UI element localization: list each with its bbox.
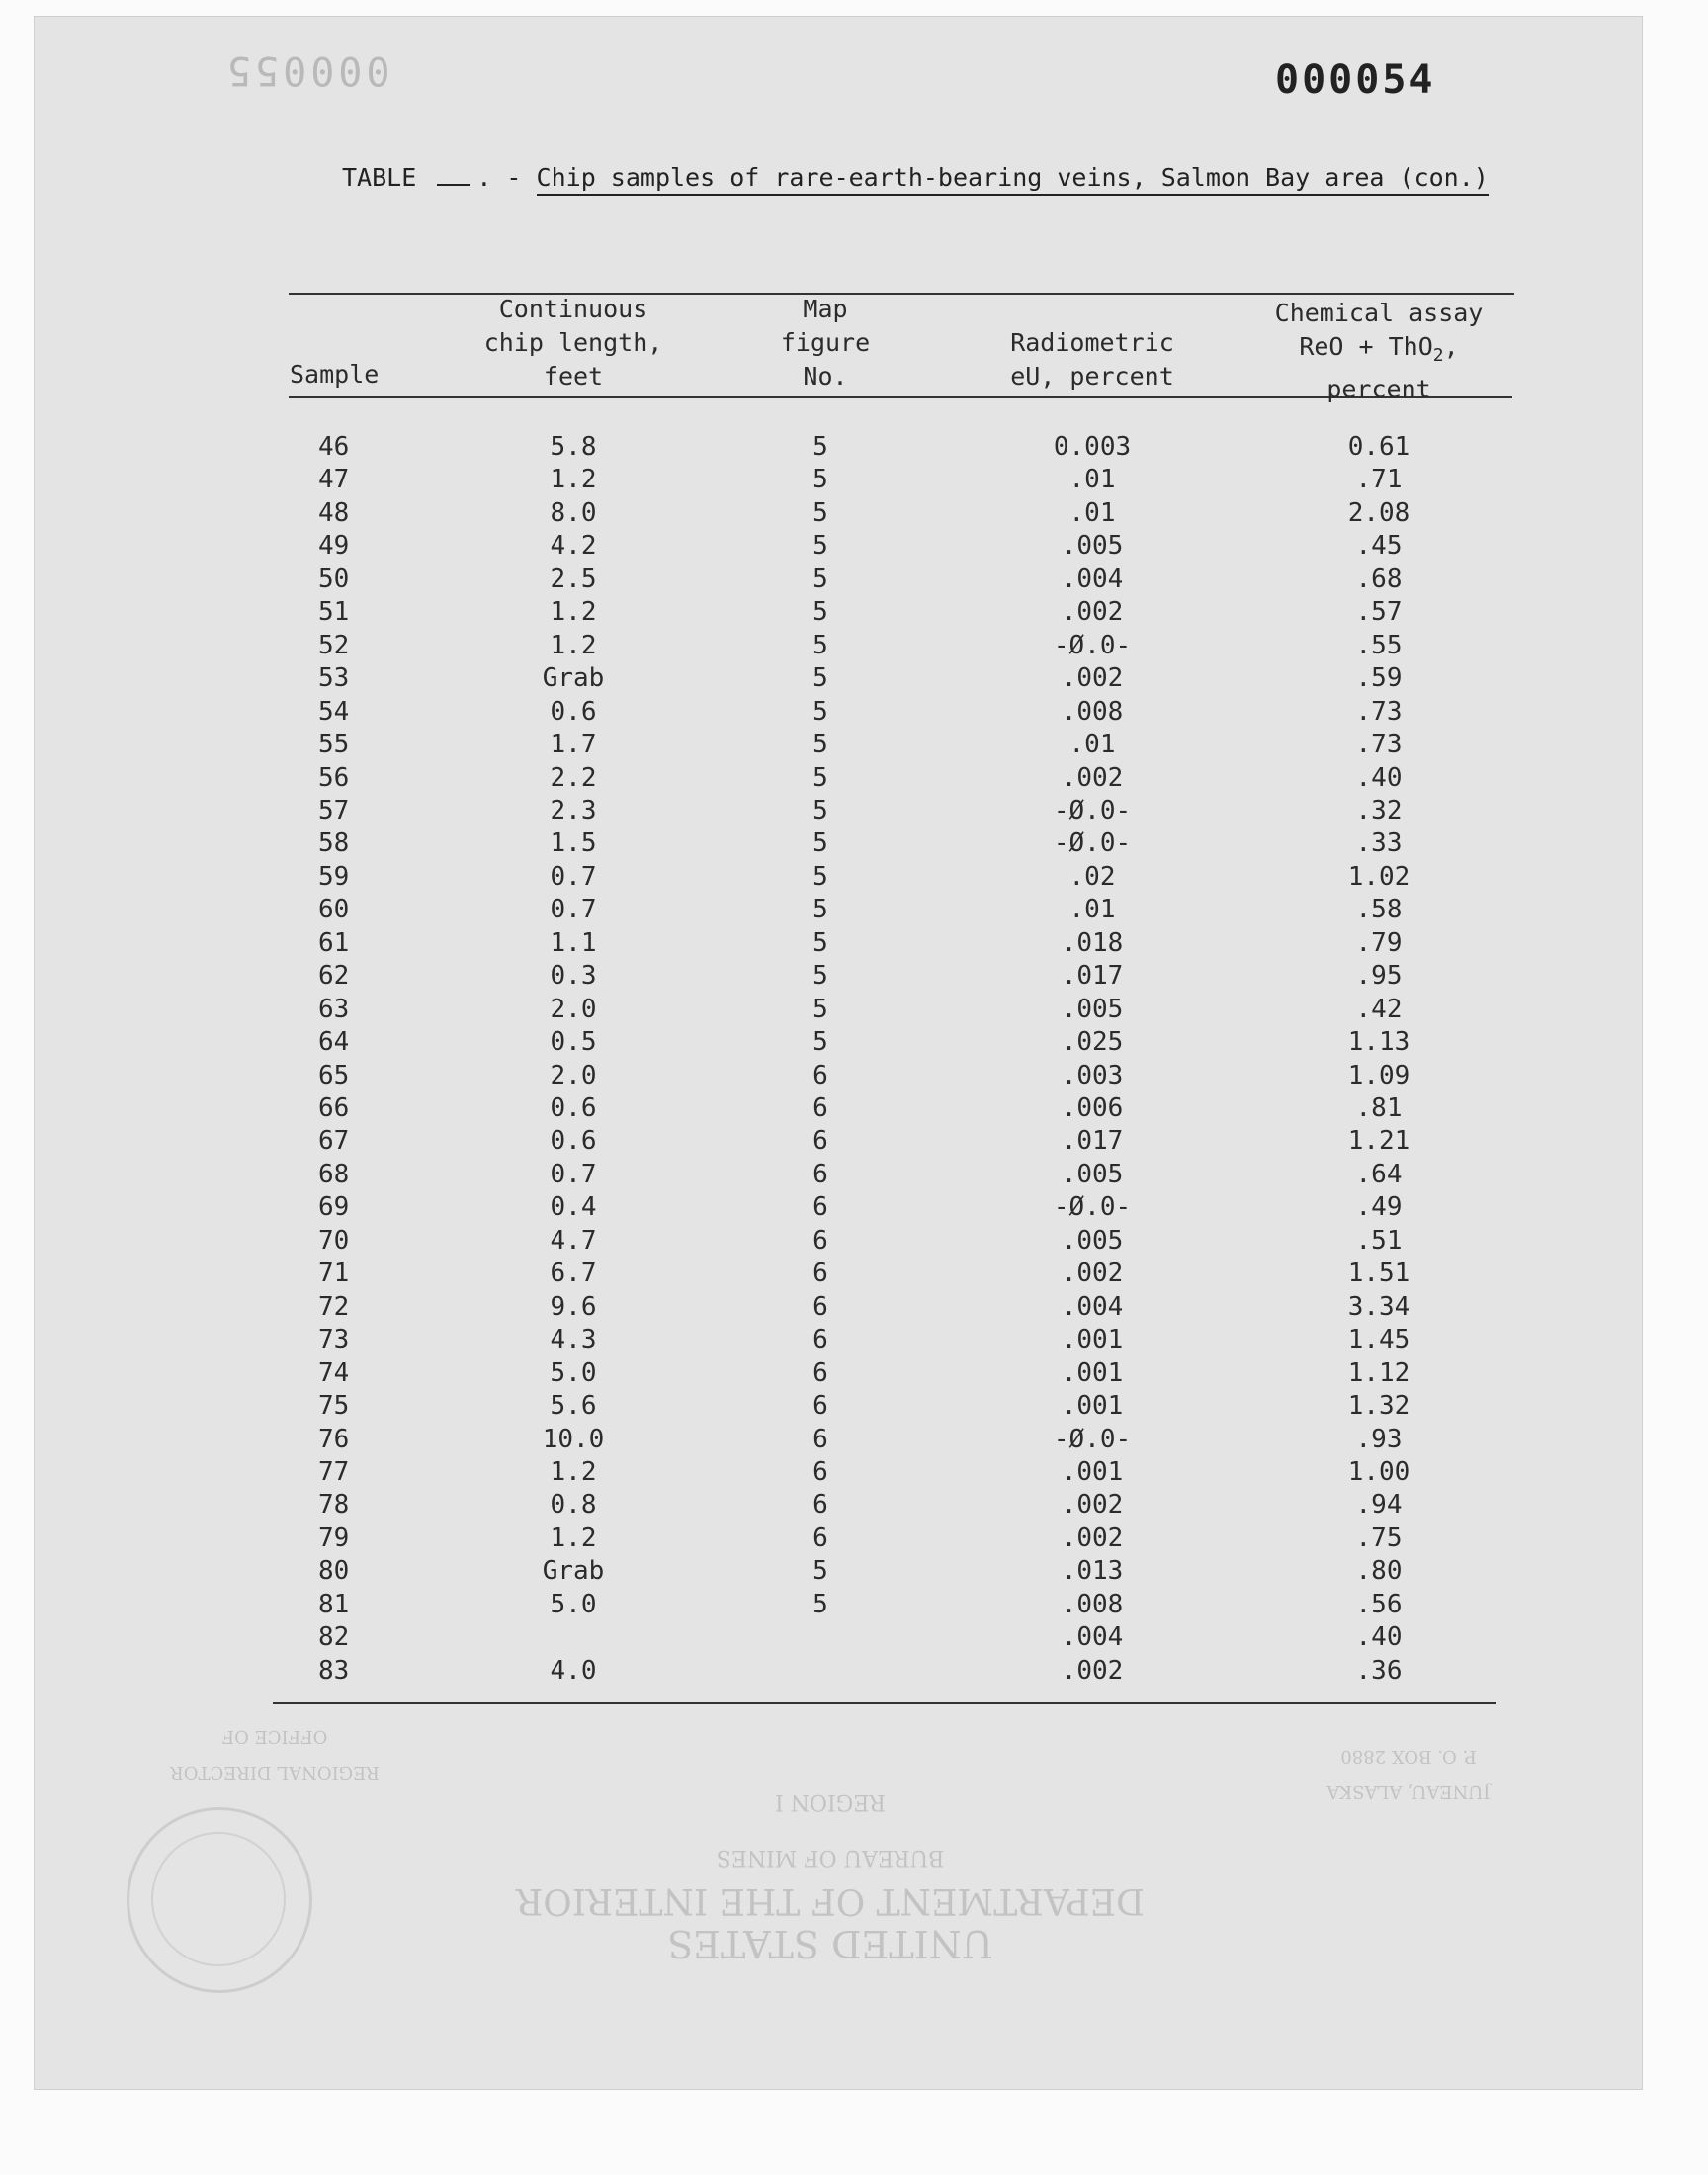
cell-map-figure: 6 <box>812 1061 828 1090</box>
cell-map-figure: 6 <box>812 1292 828 1322</box>
cell-sample: 83 <box>318 1656 350 1686</box>
cell-sample: 60 <box>318 895 350 924</box>
page-number-bleedthrough: 000055 <box>223 47 390 93</box>
cell-chemical-assay: 2.08 <box>1347 498 1410 528</box>
cell-sample: 72 <box>318 1292 350 1322</box>
cell-map-figure: 6 <box>812 1490 828 1520</box>
cell-chemical-assay: .36 <box>1355 1656 1403 1686</box>
cell-chemical-assay: 1.51 <box>1347 1259 1410 1288</box>
cell-radiometric: 0.003 <box>1053 432 1132 462</box>
stamp-bureau: BUREAU OF MINES <box>716 1845 945 1870</box>
cell-radiometric: .001 <box>1061 1457 1124 1487</box>
header-chem-suffix: , <box>1443 332 1459 361</box>
cell-radiometric: .01 <box>1068 465 1116 494</box>
cell-sample: 81 <box>318 1590 350 1619</box>
cell-map-figure: 6 <box>812 1259 828 1288</box>
cell-sample: 65 <box>318 1061 350 1090</box>
cell-chemical-assay: .40 <box>1355 1622 1403 1652</box>
title-prefix: TABLE <box>342 163 417 192</box>
header-map-figure <box>751 293 899 393</box>
cell-chip-length: 1.1 <box>550 928 597 958</box>
cell-sample: 50 <box>318 565 350 594</box>
cell-sample: 82 <box>318 1622 350 1652</box>
cell-map-figure: 5 <box>812 961 828 991</box>
header-rad-line2: eU, percent <box>1010 362 1174 391</box>
cell-chemical-assay: .59 <box>1355 663 1403 693</box>
cell-chip-length: 4.0 <box>550 1656 597 1686</box>
cell-chemical-assay: 1.12 <box>1347 1358 1410 1388</box>
cell-sample: 76 <box>318 1425 350 1454</box>
header-radiometric <box>979 326 1206 393</box>
cell-sample: 63 <box>318 995 350 1024</box>
cell-map-figure: 5 <box>812 928 828 958</box>
header-fig-line1: Map <box>803 295 848 323</box>
cell-map-figure: 5 <box>812 465 828 494</box>
cell-radiometric: .005 <box>1061 531 1124 561</box>
cell-radiometric: -Ø.0- <box>1053 631 1132 660</box>
cell-map-figure: 5 <box>812 498 828 528</box>
cell-map-figure: 5 <box>812 663 828 693</box>
cell-radiometric: .008 <box>1061 697 1124 727</box>
cell-chip-length: 4.3 <box>550 1325 597 1354</box>
cell-chemical-assay: 3.34 <box>1347 1292 1410 1322</box>
cell-chemical-assay: 1.09 <box>1347 1061 1410 1090</box>
cell-map-figure: 5 <box>812 1027 828 1057</box>
cell-sample: 67 <box>318 1126 350 1156</box>
cell-chemical-assay: .93 <box>1355 1425 1403 1454</box>
cell-chip-length: Grab <box>542 663 605 693</box>
cell-radiometric: .002 <box>1061 763 1124 793</box>
cell-radiometric: .005 <box>1061 995 1124 1024</box>
cell-chemical-assay: .45 <box>1355 531 1403 561</box>
cell-map-figure: 5 <box>812 895 828 924</box>
cell-chemical-assay: .79 <box>1355 928 1403 958</box>
cell-sample: 59 <box>318 862 350 892</box>
cell-chemical-assay: .55 <box>1355 631 1403 660</box>
cell-chemical-assay: .75 <box>1355 1523 1403 1553</box>
cell-map-figure: 5 <box>812 828 828 858</box>
cell-radiometric: .02 <box>1068 862 1116 892</box>
cell-sample: 78 <box>318 1490 350 1520</box>
cell-map-figure: 5 <box>812 531 828 561</box>
cell-radiometric: .005 <box>1061 1226 1124 1256</box>
cell-map-figure: 6 <box>812 1325 828 1354</box>
header-rad-line1: Radiometric <box>1010 328 1174 357</box>
cell-chemical-assay: .33 <box>1355 828 1403 858</box>
cell-sample: 79 <box>318 1523 350 1553</box>
cell-chip-length: 5.0 <box>550 1358 597 1388</box>
header-chem-line1: Chemical assay <box>1274 299 1484 327</box>
title-text: Chip samples of rare-earth-bearing veins, Salmon Bay area (con.) <box>537 163 1489 196</box>
cell-map-figure: 5 <box>812 432 828 462</box>
cell-sample: 64 <box>318 1027 350 1057</box>
cell-sample: 73 <box>318 1325 350 1354</box>
stamp-department <box>484 1835 1176 1965</box>
cell-sample: 51 <box>318 597 350 627</box>
cell-map-figure: 6 <box>812 1093 828 1123</box>
cell-sample: 49 <box>318 531 350 561</box>
cell-chemical-assay: .80 <box>1355 1556 1403 1586</box>
stamp-office-line2: OFFICE OF <box>221 1726 328 1747</box>
cell-sample: 57 <box>318 796 350 826</box>
cell-map-figure: 5 <box>812 796 828 826</box>
header-chip-line1: Continuous <box>498 295 648 323</box>
cell-radiometric: .002 <box>1061 1656 1124 1686</box>
cell-chip-length: 0.5 <box>550 1027 597 1057</box>
cell-sample: 46 <box>318 432 350 462</box>
cell-radiometric: .002 <box>1061 1523 1124 1553</box>
cell-chemical-assay: 1.13 <box>1347 1027 1410 1057</box>
cell-radiometric: .008 <box>1061 1590 1124 1619</box>
cell-map-figure: 6 <box>812 1425 828 1454</box>
cell-sample: 80 <box>318 1556 350 1586</box>
cell-sample: 62 <box>318 961 350 991</box>
stamp-office-line1: REGIONAL DIRECTOR <box>170 1762 380 1783</box>
header-chem-line3: percent <box>1326 375 1431 403</box>
stamp-box-line1: JUNEAU, ALASKA <box>1326 1782 1491 1802</box>
cell-map-figure: 6 <box>812 1358 828 1388</box>
header-fig-line3: No. <box>803 362 848 391</box>
cell-sample: 70 <box>318 1226 350 1256</box>
cell-chemical-assay: .71 <box>1355 465 1403 494</box>
stamp-dept: DEPARTMENT OF THE INTERIOR <box>516 1880 1145 1921</box>
cell-radiometric: .017 <box>1061 1126 1124 1156</box>
cell-radiometric: .004 <box>1061 1622 1124 1652</box>
cell-map-figure: 5 <box>812 631 828 660</box>
cell-map-figure: 6 <box>812 1192 828 1222</box>
cell-sample: 58 <box>318 828 350 858</box>
cell-sample: 48 <box>318 498 350 528</box>
cell-chemical-assay: .49 <box>1355 1192 1403 1222</box>
cell-chip-length: 8.0 <box>550 498 597 528</box>
cell-sample: 68 <box>318 1160 350 1189</box>
cell-radiometric: .002 <box>1061 663 1124 693</box>
cell-chip-length: 9.6 <box>550 1292 597 1322</box>
cell-radiometric: -Ø.0- <box>1053 828 1132 858</box>
cell-chemical-assay: .95 <box>1355 961 1403 991</box>
stamp-office <box>136 1718 413 1789</box>
cell-radiometric: .002 <box>1061 597 1124 627</box>
cell-sample: 61 <box>318 928 350 958</box>
cell-radiometric: .01 <box>1068 498 1116 528</box>
cell-chip-length: 2.0 <box>550 995 597 1024</box>
cell-radiometric: .002 <box>1061 1490 1124 1520</box>
cell-radiometric: .017 <box>1061 961 1124 991</box>
cell-map-figure: 6 <box>812 1391 828 1421</box>
cell-chemical-assay: .73 <box>1355 730 1403 759</box>
cell-radiometric: .001 <box>1061 1325 1124 1354</box>
cell-chip-length: 0.7 <box>550 862 597 892</box>
cell-chemical-assay: 1.45 <box>1347 1325 1410 1354</box>
cell-radiometric: .004 <box>1061 1292 1124 1322</box>
cell-chip-length: 1.2 <box>550 631 597 660</box>
stamp-region: REGION I <box>775 1789 886 1814</box>
header-chem-line2 <box>1255 330 1502 373</box>
cell-chip-length: 4.7 <box>550 1226 597 1256</box>
cell-map-figure: 5 <box>812 730 828 759</box>
cell-chemical-assay: 0.61 <box>1347 432 1410 462</box>
cell-chemical-assay: .73 <box>1355 697 1403 727</box>
cell-chip-length: 2.3 <box>550 796 597 826</box>
cell-chip-length: 0.3 <box>550 961 597 991</box>
cell-chemical-assay: .51 <box>1355 1226 1403 1256</box>
cell-chip-length: 0.7 <box>550 895 597 924</box>
header-fig-line2: figure <box>780 328 871 357</box>
cell-chip-length: 0.4 <box>550 1192 597 1222</box>
cell-map-figure: 6 <box>812 1523 828 1553</box>
cell-map-figure: 5 <box>812 763 828 793</box>
cell-radiometric: .01 <box>1068 895 1116 924</box>
cell-chip-length: 6.7 <box>550 1259 597 1288</box>
cell-chip-length: 0.8 <box>550 1490 597 1520</box>
header-chem-subscript: 2 <box>1432 345 1444 366</box>
cell-sample: 74 <box>318 1358 350 1388</box>
cell-radiometric: -Ø.0- <box>1053 796 1132 826</box>
cell-chemical-assay: 1.02 <box>1347 862 1410 892</box>
cell-sample: 53 <box>318 663 350 693</box>
cell-chip-length: 0.7 <box>550 1160 597 1189</box>
cell-radiometric: .001 <box>1061 1391 1124 1421</box>
cell-chip-length: 5.6 <box>550 1391 597 1421</box>
cell-radiometric: -Ø.0- <box>1053 1425 1132 1454</box>
table-title <box>342 163 1489 192</box>
cell-radiometric: .013 <box>1061 1556 1124 1586</box>
cell-map-figure: 6 <box>812 1457 828 1487</box>
stamp-box <box>1285 1738 1532 1809</box>
cell-radiometric: .004 <box>1061 565 1124 594</box>
cell-chip-length: 1.2 <box>550 1523 597 1553</box>
cell-map-figure: 6 <box>812 1226 828 1256</box>
cell-radiometric: .018 <box>1061 928 1124 958</box>
cell-radiometric: .01 <box>1068 730 1116 759</box>
cell-radiometric: .025 <box>1061 1027 1124 1057</box>
cell-map-figure: 5 <box>812 995 828 1024</box>
header-chem-formula: ReO + ThO <box>1299 332 1433 361</box>
cell-radiometric: .006 <box>1061 1093 1124 1123</box>
cell-map-figure: 6 <box>812 1160 828 1189</box>
cell-chemical-assay: .68 <box>1355 565 1403 594</box>
cell-radiometric: -Ø.0- <box>1053 1192 1132 1222</box>
cell-sample: 54 <box>318 697 350 727</box>
cell-chip-length: 1.2 <box>550 1457 597 1487</box>
cell-chip-length: 0.6 <box>550 697 597 727</box>
cell-radiometric: .001 <box>1061 1358 1124 1388</box>
cell-map-figure: 5 <box>812 1590 828 1619</box>
cell-chip-length: 1.7 <box>550 730 597 759</box>
cell-chemical-assay: 1.32 <box>1347 1391 1410 1421</box>
cell-map-figure: 5 <box>812 1556 828 1586</box>
cell-chip-length: 2.2 <box>550 763 597 793</box>
cell-sample: 66 <box>318 1093 350 1123</box>
cell-chip-length: Grab <box>542 1556 605 1586</box>
stamp-box-line2: P. O. BOX 2880 <box>1340 1746 1477 1767</box>
page-number: 000054 <box>1275 57 1436 103</box>
header-chip-length <box>465 293 682 393</box>
header-chip-line3: feet <box>543 362 604 391</box>
cell-map-figure: 6 <box>812 1126 828 1156</box>
cell-chemical-assay: .58 <box>1355 895 1403 924</box>
title-separator: . - <box>476 163 522 192</box>
title-number-blank <box>437 184 470 186</box>
cell-sample: 77 <box>318 1457 350 1487</box>
cell-chip-length: 10.0 <box>542 1425 605 1454</box>
cell-map-figure: 5 <box>812 697 828 727</box>
cell-map-figure: 5 <box>812 565 828 594</box>
cell-chemical-assay: .42 <box>1355 995 1403 1024</box>
cell-sample: 71 <box>318 1259 350 1288</box>
cell-chemical-assay: .81 <box>1355 1093 1403 1123</box>
cell-chemical-assay: .40 <box>1355 763 1403 793</box>
cell-chemical-assay: 1.21 <box>1347 1126 1410 1156</box>
cell-chemical-assay: .64 <box>1355 1160 1403 1189</box>
cell-chemical-assay: .32 <box>1355 796 1403 826</box>
cell-chemical-assay: .94 <box>1355 1490 1403 1520</box>
cell-map-figure: 5 <box>812 862 828 892</box>
cell-sample: 55 <box>318 730 350 759</box>
cell-sample: 56 <box>318 763 350 793</box>
cell-radiometric: .003 <box>1061 1061 1124 1090</box>
cell-map-figure: 5 <box>812 597 828 627</box>
cell-chip-length: 0.6 <box>550 1126 597 1156</box>
stamp-country: UNITED STATES <box>667 1922 993 1965</box>
cell-chip-length: 1.2 <box>550 597 597 627</box>
cell-chemical-assay: 1.00 <box>1347 1457 1410 1487</box>
cell-chip-length: 2.0 <box>550 1061 597 1090</box>
cell-chip-length: 2.5 <box>550 565 597 594</box>
cell-sample: 47 <box>318 465 350 494</box>
table-bottom-rule <box>273 1702 1496 1704</box>
cell-sample: 52 <box>318 631 350 660</box>
cell-chip-length: 5.0 <box>550 1590 597 1619</box>
header-sample: Sample <box>290 360 380 389</box>
cell-sample: 69 <box>318 1192 350 1222</box>
header-chip-line2: chip length, <box>483 328 663 357</box>
cell-chip-length: 4.2 <box>550 531 597 561</box>
header-chemical-assay <box>1255 297 1502 406</box>
cell-chemical-assay: .56 <box>1355 1590 1403 1619</box>
cell-chip-length: 0.6 <box>550 1093 597 1123</box>
cell-radiometric: .005 <box>1061 1160 1124 1189</box>
seal-emblem <box>127 1807 312 1993</box>
cell-sample: 75 <box>318 1391 350 1421</box>
cell-chip-length: 1.5 <box>550 828 597 858</box>
cell-radiometric: .002 <box>1061 1259 1124 1288</box>
cell-chip-length: 5.8 <box>550 432 597 462</box>
cell-chemical-assay: .57 <box>1355 597 1403 627</box>
cell-chip-length: 1.2 <box>550 465 597 494</box>
